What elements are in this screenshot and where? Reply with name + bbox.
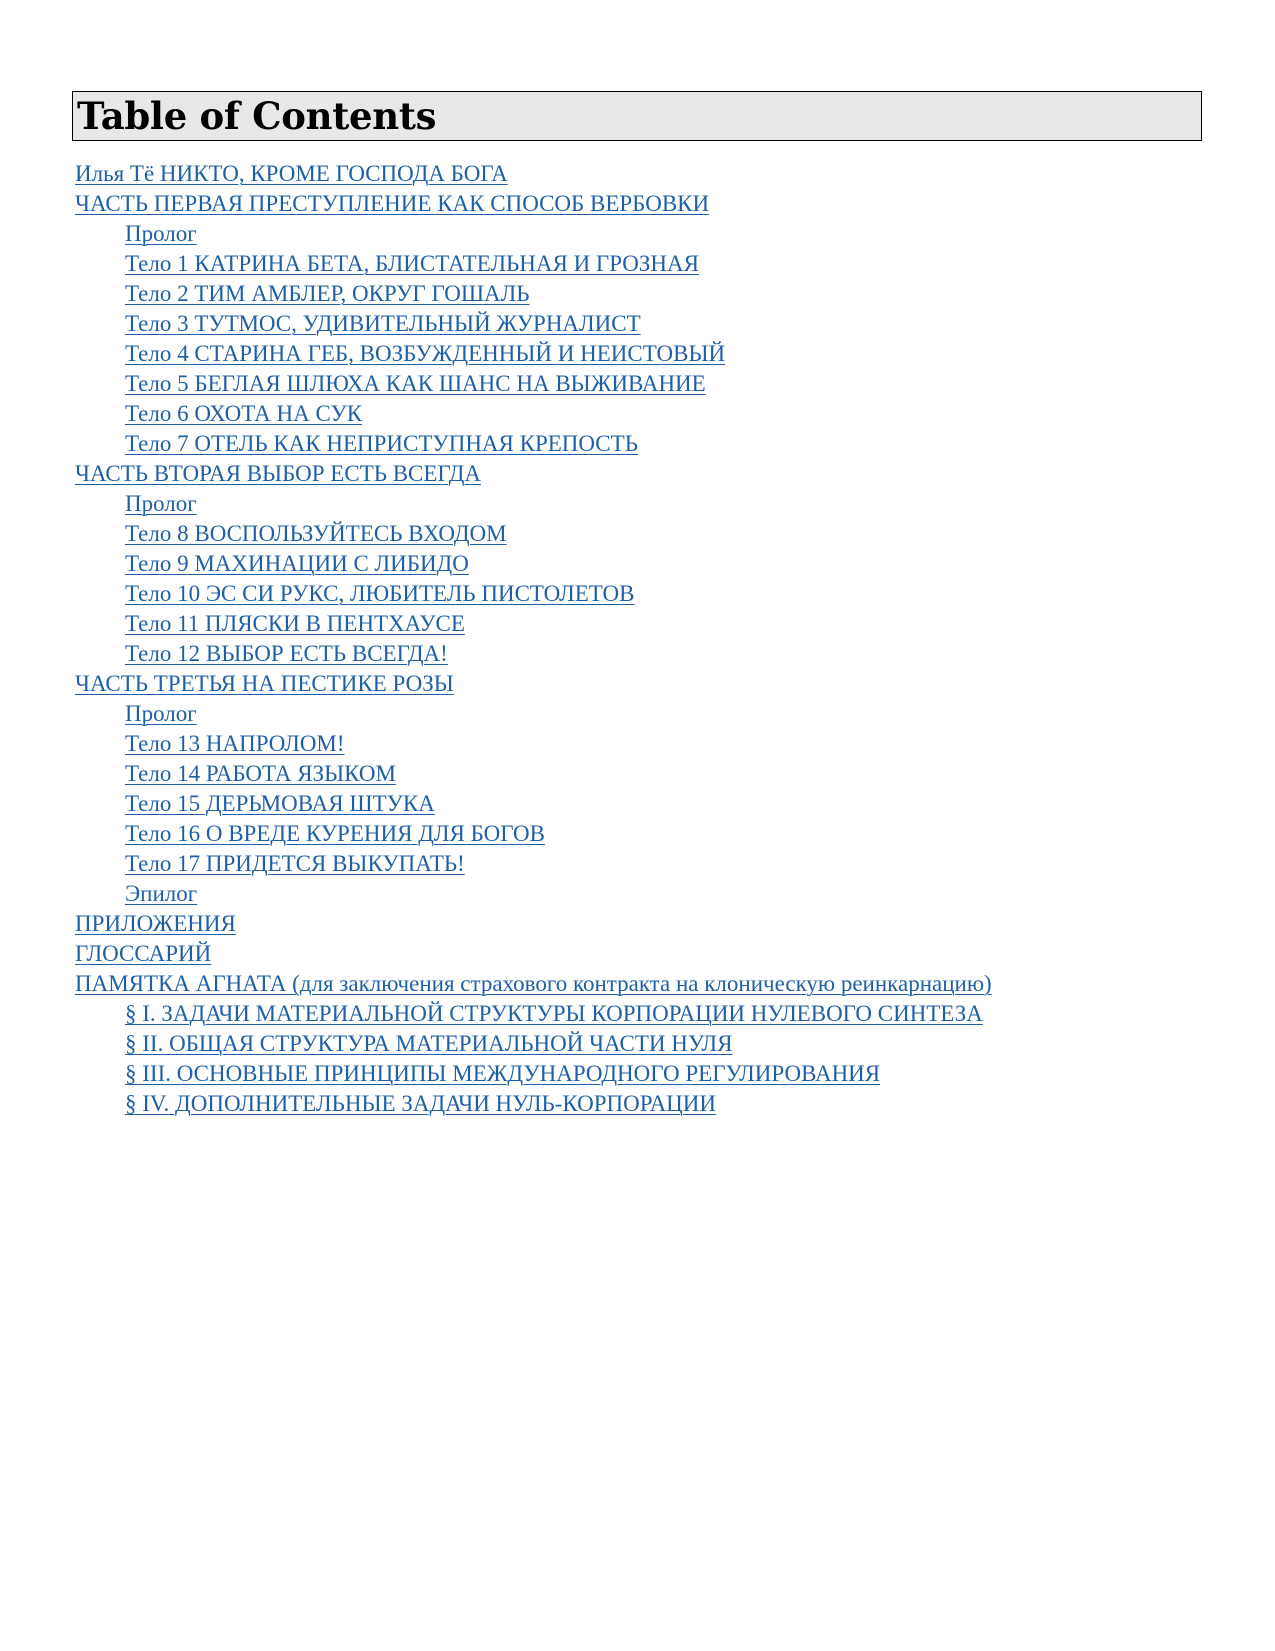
toc-entry-link[interactable]: ЧАСТЬ ВТОРАЯ ВЫБОР ЕСТЬ ВСЕГДА	[75, 461, 482, 486]
toc-entry-link[interactable]: ЧАСТЬ ТРЕТЬЯ НА ПЕСТИКЕ РОЗЫ	[75, 671, 454, 696]
toc-entry-link[interactable]: § IV. ДОПОЛНИТЕЛЬНЫЕ ЗАДАЧИ НУЛЬ-КОРПОРАЦИИ	[125, 1091, 717, 1116]
toc-entry-link[interactable]: Тело 12 ВЫБОР ЕСТЬ ВСЕГДА!	[125, 641, 448, 666]
toc-entry-link[interactable]: ПРИЛОЖЕНИЯ	[75, 911, 236, 936]
toc-entry	[75, 519, 1225, 549]
toc-entry	[75, 159, 1225, 189]
toc-entry	[75, 1029, 1225, 1059]
toc-entry-link[interactable]: Тело 6 ОХОТА НА СУК	[125, 401, 363, 426]
toc-entry-link[interactable]: Илья Тё НИКТО, КРОМЕ ГОСПОДА БОГА	[75, 161, 508, 186]
toc-entry	[75, 279, 1225, 309]
toc-entry-link[interactable]: Тело 5 БЕГЛАЯ ШЛЮХА КАК ШАНС НА ВЫЖИВАНИЕ	[125, 371, 706, 396]
toc-entry-link[interactable]: Тело 15 ДЕРЬМОВАЯ ШТУКА	[125, 791, 435, 816]
toc-entry-link[interactable]: Тело 17 ПРИДЕТСЯ ВЫКУПАТЬ!	[125, 851, 465, 876]
toc-entry	[75, 459, 1225, 489]
toc-entry-link[interactable]: Тело 16 О ВРЕДЕ КУРЕНИЯ ДЛЯ БОГОВ	[125, 821, 545, 846]
toc-entry-link[interactable]: Пролог	[125, 221, 197, 246]
toc-entry	[75, 969, 1225, 999]
toc-entry	[75, 849, 1225, 879]
toc-list	[75, 159, 1225, 1119]
toc-entry-link[interactable]: ЧАСТЬ ПЕРВАЯ ПРЕСТУПЛЕНИЕ КАК СПОСОБ ВЕРБОВКИ	[75, 191, 710, 216]
toc-entry-link[interactable]: Тело 14 РАБОТА ЯЗЫКОМ	[125, 761, 396, 786]
toc-entry	[75, 249, 1225, 279]
toc-entry	[75, 699, 1225, 729]
toc-entry	[75, 759, 1225, 789]
toc-entry	[75, 879, 1225, 909]
toc-entry	[75, 909, 1225, 939]
toc-entry-link[interactable]: § III. ОСНОВНЫЕ ПРИНЦИПЫ МЕЖДУНАРОДНОГО РЕГУЛИРОВАНИЯ	[125, 1061, 881, 1086]
toc-entry-link[interactable]: Пролог	[125, 491, 197, 516]
toc-entry	[75, 369, 1225, 399]
toc-entry-link[interactable]: Тело 9 МАХИНАЦИИ С ЛИБИДО	[125, 551, 469, 576]
toc-entry	[75, 639, 1225, 669]
toc-entry	[75, 309, 1225, 339]
toc-entry-link[interactable]: Тело 13 НАПРОЛОМ!	[125, 731, 345, 756]
toc-entry-link[interactable]: Тело 10 ЭС СИ РУКС, ЛЮБИТЕЛЬ ПИСТОЛЕТОВ	[125, 581, 635, 606]
toc-entry	[75, 999, 1225, 1029]
toc-entry-link[interactable]: ПАМЯТКА АГНАТА (для заключения страхового контракта на клоническую реинкарнацию)	[75, 971, 992, 996]
toc-entry	[75, 399, 1225, 429]
toc-entry	[75, 219, 1225, 249]
toc-entry	[75, 819, 1225, 849]
toc-entry	[75, 789, 1225, 819]
toc-entry	[75, 579, 1225, 609]
toc-entry	[75, 429, 1225, 459]
toc-entry	[75, 489, 1225, 519]
toc-header-box	[72, 91, 1202, 141]
toc-entry	[75, 339, 1225, 369]
toc-entry	[75, 609, 1225, 639]
toc-entry-link[interactable]: § I. ЗАДАЧИ МАТЕРИАЛЬНОЙ СТРУКТУРЫ КОРПОРАЦИИ НУЛЕВОГО СИНТЕЗА	[125, 1001, 983, 1026]
toc-entry-link[interactable]: Тело 7 ОТЕЛЬ КАК НЕПРИСТУПНАЯ КРЕПОСТЬ	[125, 431, 638, 456]
toc-entry-link[interactable]: Пролог	[125, 701, 197, 726]
toc-entry	[75, 939, 1225, 969]
toc-entry	[75, 669, 1225, 699]
toc-entry-link[interactable]: Тело 11 ПЛЯСКИ В ПЕНТХАУСЕ	[125, 611, 465, 636]
toc-entry-link[interactable]: Тело 8 ВОСПОЛЬЗУЙТЕСЬ ВХОДОМ	[125, 521, 507, 546]
toc-entry-link[interactable]: Тело 1 КАТРИНА БЕТА, БЛИСТАТЕЛЬНАЯ И ГРОЗНАЯ	[125, 251, 699, 276]
toc-entry	[75, 1059, 1225, 1089]
toc-entry-link[interactable]: Эпилог	[125, 881, 198, 906]
toc-entry	[75, 549, 1225, 579]
toc-entry	[75, 189, 1225, 219]
toc-entry	[75, 1089, 1225, 1119]
toc-entry-link[interactable]: Тело 4 СТАРИНА ГЕБ, ВОЗБУЖДЕННЫЙ И НЕИСТОВЫЙ	[125, 341, 726, 366]
toc-entry-link[interactable]: Тело 2 ТИМ АМБЛЕР, ОКРУГ ГОШАЛЬ	[125, 281, 530, 306]
toc-entry	[75, 729, 1225, 759]
toc-entry-link[interactable]: Тело 3 ТУТМОС, УДИВИТЕЛЬНЫЙ ЖУРНАЛИСТ	[125, 311, 641, 336]
toc-entry-link[interactable]: ГЛОССАРИЙ	[75, 941, 212, 966]
toc-title: Table of Contents	[77, 94, 437, 138]
toc-entry-link[interactable]: § II. ОБЩАЯ СТРУКТУРА МАТЕРИАЛЬНОЙ ЧАСТИ НУЛЯ	[125, 1031, 733, 1056]
